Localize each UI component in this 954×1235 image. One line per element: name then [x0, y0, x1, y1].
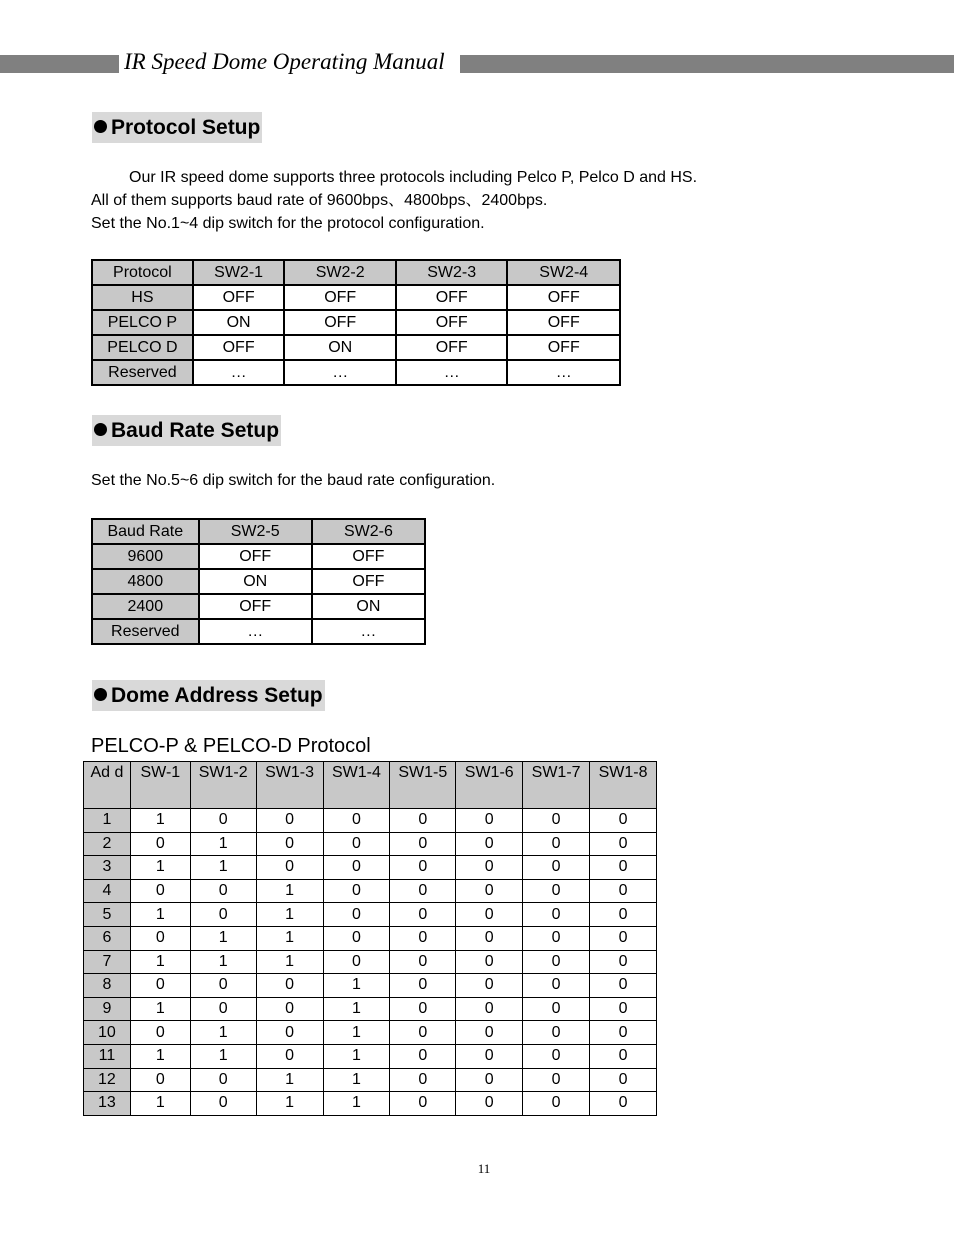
row-label-cell: 3 — [84, 856, 131, 880]
table-cell: 0 — [523, 1044, 590, 1068]
table-cell: 0 — [456, 1044, 523, 1068]
table-row — [84, 1068, 657, 1092]
table-cell: 0 — [323, 809, 390, 833]
protocol-line-1: Our IR speed dome supports three protocols including Pelco P, Pelco D and HS. — [129, 169, 698, 186]
row-label-cell: 7 — [84, 950, 131, 974]
table-cell: 0 — [523, 832, 590, 856]
table-cell: 0 — [190, 903, 256, 927]
table-cell: 0 — [523, 879, 590, 903]
table-row — [92, 619, 425, 644]
table-row — [92, 569, 425, 594]
table-cell: 0 — [390, 809, 456, 833]
table-cell: ON — [193, 310, 285, 335]
table-cell: OFF — [396, 285, 508, 310]
row-label-cell: HS — [92, 285, 193, 310]
row-label-cell: 2400 — [92, 594, 199, 619]
table-cell: 0 — [456, 809, 523, 833]
row-label-cell: 8 — [84, 974, 131, 998]
table-cell: OFF — [507, 285, 620, 310]
table-cell: 1 — [323, 974, 390, 998]
table-cell: OFF — [199, 544, 312, 569]
row-label-cell: 1 — [84, 809, 131, 833]
table-cell: OFF — [396, 310, 508, 335]
table-cell: 0 — [456, 903, 523, 927]
row-label-cell: 2 — [84, 832, 131, 856]
table-cell: 1 — [130, 903, 190, 927]
table-cell: ON — [312, 594, 425, 619]
table-cell: 1 — [130, 997, 190, 1021]
table-cell: 0 — [590, 997, 657, 1021]
protocol-description — [91, 166, 697, 235]
document-title: IR Speed Dome Operating Manual — [124, 49, 445, 74]
table-row — [84, 974, 657, 998]
bullet-icon — [94, 688, 107, 701]
column-header: SW2-2 — [284, 260, 396, 285]
table-cell: 1 — [130, 950, 190, 974]
row-label-cell: Reserved — [92, 360, 193, 385]
table-cell: 0 — [390, 856, 456, 880]
row-label-cell: 12 — [84, 1068, 131, 1092]
table-cell: 0 — [256, 832, 323, 856]
table-row — [84, 903, 657, 927]
column-header: Ad d — [84, 762, 131, 809]
column-header: SW1-8 — [590, 762, 657, 809]
table-cell: OFF — [199, 594, 312, 619]
table-cell: 1 — [323, 1092, 390, 1116]
table-cell: 0 — [190, 809, 256, 833]
row-label-cell: 11 — [84, 1044, 131, 1068]
table-cell: 1 — [190, 856, 256, 880]
table-cell: 0 — [590, 1068, 657, 1092]
protocol-line-2: All of them supports baud rate of 9600bps、4800bps、2400bps. — [91, 192, 548, 209]
column-header: SW1-7 — [523, 762, 590, 809]
table-row — [92, 285, 620, 310]
table-cell: 0 — [323, 856, 390, 880]
table-cell: 0 — [523, 903, 590, 927]
dome-address-setup-heading — [92, 680, 325, 711]
table-cell: 0 — [523, 1068, 590, 1092]
table-cell: 0 — [256, 974, 323, 998]
row-label-cell: 13 — [84, 1092, 131, 1116]
table-cell: 0 — [590, 974, 657, 998]
table-cell: 0 — [190, 974, 256, 998]
table-cell: … — [396, 360, 508, 385]
table-cell: 1 — [256, 950, 323, 974]
table-cell: 0 — [523, 1021, 590, 1045]
table-cell: … — [312, 619, 425, 644]
table-cell: 0 — [456, 879, 523, 903]
table-cell: 0 — [256, 856, 323, 880]
table-cell: 0 — [390, 1021, 456, 1045]
bullet-icon — [94, 423, 107, 436]
table-row — [84, 997, 657, 1021]
table-cell: 0 — [130, 1021, 190, 1045]
address-protocol-subtitle: PELCO-P & PELCO-D Protocol — [91, 735, 371, 757]
table-cell: 1 — [323, 1068, 390, 1092]
table-cell: OFF — [396, 335, 508, 360]
table-cell: 0 — [456, 950, 523, 974]
row-label-cell: 9 — [84, 997, 131, 1021]
table-cell: 1 — [130, 1044, 190, 1068]
table-cell: 1 — [130, 809, 190, 833]
table-cell: OFF — [312, 569, 425, 594]
table-cell: ON — [199, 569, 312, 594]
table-cell: 1 — [130, 1092, 190, 1116]
protocol-setup-heading — [92, 112, 262, 143]
table-row — [92, 335, 620, 360]
table-cell: 0 — [190, 1092, 256, 1116]
table-cell: 0 — [590, 950, 657, 974]
table-cell: 0 — [590, 1092, 657, 1116]
table-cell: OFF — [312, 544, 425, 569]
table-cell: 0 — [256, 1044, 323, 1068]
table-cell: 1 — [256, 1068, 323, 1092]
column-header: SW2-1 — [193, 260, 285, 285]
table-cell: … — [199, 619, 312, 644]
row-label-cell: 10 — [84, 1021, 131, 1045]
row-label-cell: PELCO D — [92, 335, 193, 360]
table-cell: 1 — [323, 1021, 390, 1045]
table-cell: 0 — [256, 1021, 323, 1045]
table-row — [84, 1044, 657, 1068]
protocol-line-3: Set the No.1~4 dip switch for the protocol configuration. — [91, 215, 485, 232]
table-cell: 1 — [256, 1092, 323, 1116]
header-bar-left — [0, 55, 119, 73]
table-cell: 0 — [523, 974, 590, 998]
column-header: SW1-6 — [456, 762, 523, 809]
column-header: SW1-2 — [190, 762, 256, 809]
table-cell: 0 — [190, 997, 256, 1021]
row-label-cell: 4 — [84, 879, 131, 903]
baud-rate-setup-heading — [92, 415, 281, 446]
table-cell: OFF — [193, 285, 285, 310]
table-cell: 1 — [190, 1021, 256, 1045]
column-header: SW1-4 — [323, 762, 390, 809]
table-cell: 0 — [256, 997, 323, 1021]
table-cell: 0 — [323, 879, 390, 903]
table-cell: 1 — [130, 856, 190, 880]
row-label-cell: 6 — [84, 926, 131, 950]
table-cell: 0 — [523, 809, 590, 833]
table-cell: 0 — [323, 832, 390, 856]
table-cell: OFF — [193, 335, 285, 360]
column-header: Baud Rate — [92, 519, 199, 544]
table-cell: 0 — [456, 974, 523, 998]
table-cell: 0 — [390, 832, 456, 856]
column-header: SW2-4 — [507, 260, 620, 285]
table-row — [84, 926, 657, 950]
table-row — [92, 360, 620, 385]
table-row — [84, 856, 657, 880]
table-cell: 1 — [256, 926, 323, 950]
table-cell: 0 — [323, 926, 390, 950]
table-cell: 0 — [256, 809, 323, 833]
table-cell: 0 — [456, 997, 523, 1021]
baud-rate-table — [91, 518, 426, 645]
column-header: SW2-5 — [199, 519, 312, 544]
row-label-cell: 4800 — [92, 569, 199, 594]
table-cell: 0 — [590, 856, 657, 880]
table-cell: 0 — [130, 1068, 190, 1092]
column-header: SW1-5 — [390, 762, 456, 809]
table-cell: 0 — [190, 1068, 256, 1092]
table-cell: 0 — [323, 950, 390, 974]
table-cell: 1 — [256, 879, 323, 903]
table-cell: 0 — [130, 832, 190, 856]
column-header: SW1-3 — [256, 762, 323, 809]
column-header: SW2-6 — [312, 519, 425, 544]
row-label-cell: 5 — [84, 903, 131, 927]
table-cell: 0 — [456, 1068, 523, 1092]
table-cell: 0 — [590, 832, 657, 856]
protocol-setup-title: Protocol Setup — [111, 116, 261, 139]
table-cell: 0 — [130, 974, 190, 998]
table-cell: 0 — [456, 926, 523, 950]
table-cell: 0 — [323, 903, 390, 927]
table-cell: 1 — [323, 1044, 390, 1068]
table-cell: 0 — [390, 1044, 456, 1068]
table-cell: 0 — [523, 1092, 590, 1116]
address-table — [83, 761, 657, 1116]
table-cell: 0 — [456, 1092, 523, 1116]
header-bar-right — [460, 55, 954, 73]
column-header: SW-1 — [130, 762, 190, 809]
protocol-table — [91, 259, 621, 386]
table-cell: 0 — [456, 1021, 523, 1045]
table-row — [84, 809, 657, 833]
table-cell: … — [284, 360, 396, 385]
table-cell: 0 — [590, 809, 657, 833]
table-row — [92, 310, 620, 335]
table-cell: 0 — [390, 997, 456, 1021]
bullet-icon — [94, 120, 107, 133]
table-row — [92, 594, 425, 619]
table-cell: … — [193, 360, 285, 385]
table-cell: 1 — [190, 950, 256, 974]
table-row — [84, 1092, 657, 1116]
table-cell: 0 — [590, 879, 657, 903]
baud-rate-description: Set the No.5~6 dip switch for the baud rate configuration. — [91, 472, 496, 489]
table-cell: 0 — [190, 879, 256, 903]
table-cell: OFF — [284, 285, 396, 310]
table-cell: 0 — [590, 1044, 657, 1068]
table-cell: 0 — [590, 1021, 657, 1045]
dome-address-setup-title: Dome Address Setup — [111, 684, 323, 707]
table-cell: … — [507, 360, 620, 385]
table-header-row — [92, 519, 425, 544]
table-cell: 1 — [190, 1044, 256, 1068]
row-label-cell: 9600 — [92, 544, 199, 569]
table-cell: 0 — [590, 926, 657, 950]
table-cell: 0 — [456, 856, 523, 880]
table-cell: 0 — [523, 926, 590, 950]
table-cell: ON — [284, 335, 396, 360]
table-row — [84, 950, 657, 974]
table-cell: 0 — [130, 879, 190, 903]
table-cell: 0 — [390, 926, 456, 950]
table-cell: OFF — [284, 310, 396, 335]
table-cell: 0 — [590, 903, 657, 927]
table-header-row — [92, 260, 620, 285]
table-row — [84, 879, 657, 903]
table-cell: 1 — [190, 926, 256, 950]
column-header: SW2-3 — [396, 260, 508, 285]
table-cell: 1 — [256, 903, 323, 927]
table-cell: OFF — [507, 310, 620, 335]
table-cell: 0 — [390, 1092, 456, 1116]
table-cell: 0 — [523, 997, 590, 1021]
row-label-cell: PELCO P — [92, 310, 193, 335]
column-header: Protocol — [92, 260, 193, 285]
table-cell: 0 — [390, 879, 456, 903]
table-cell: OFF — [507, 335, 620, 360]
table-cell: 0 — [523, 856, 590, 880]
table-header-row — [84, 762, 657, 809]
baud-rate-setup-title: Baud Rate Setup — [111, 419, 280, 442]
table-cell: 0 — [390, 950, 456, 974]
table-row — [84, 832, 657, 856]
table-cell: 0 — [130, 926, 190, 950]
table-cell: 1 — [323, 997, 390, 1021]
table-cell: 0 — [390, 1068, 456, 1092]
table-cell: 0 — [390, 974, 456, 998]
table-cell: 0 — [523, 950, 590, 974]
table-cell: 0 — [456, 832, 523, 856]
page-number: 11 — [477, 1161, 491, 1176]
table-row — [92, 544, 425, 569]
row-label-cell: Reserved — [92, 619, 199, 644]
table-cell: 0 — [390, 903, 456, 927]
table-row — [84, 1021, 657, 1045]
table-cell: 1 — [190, 832, 256, 856]
